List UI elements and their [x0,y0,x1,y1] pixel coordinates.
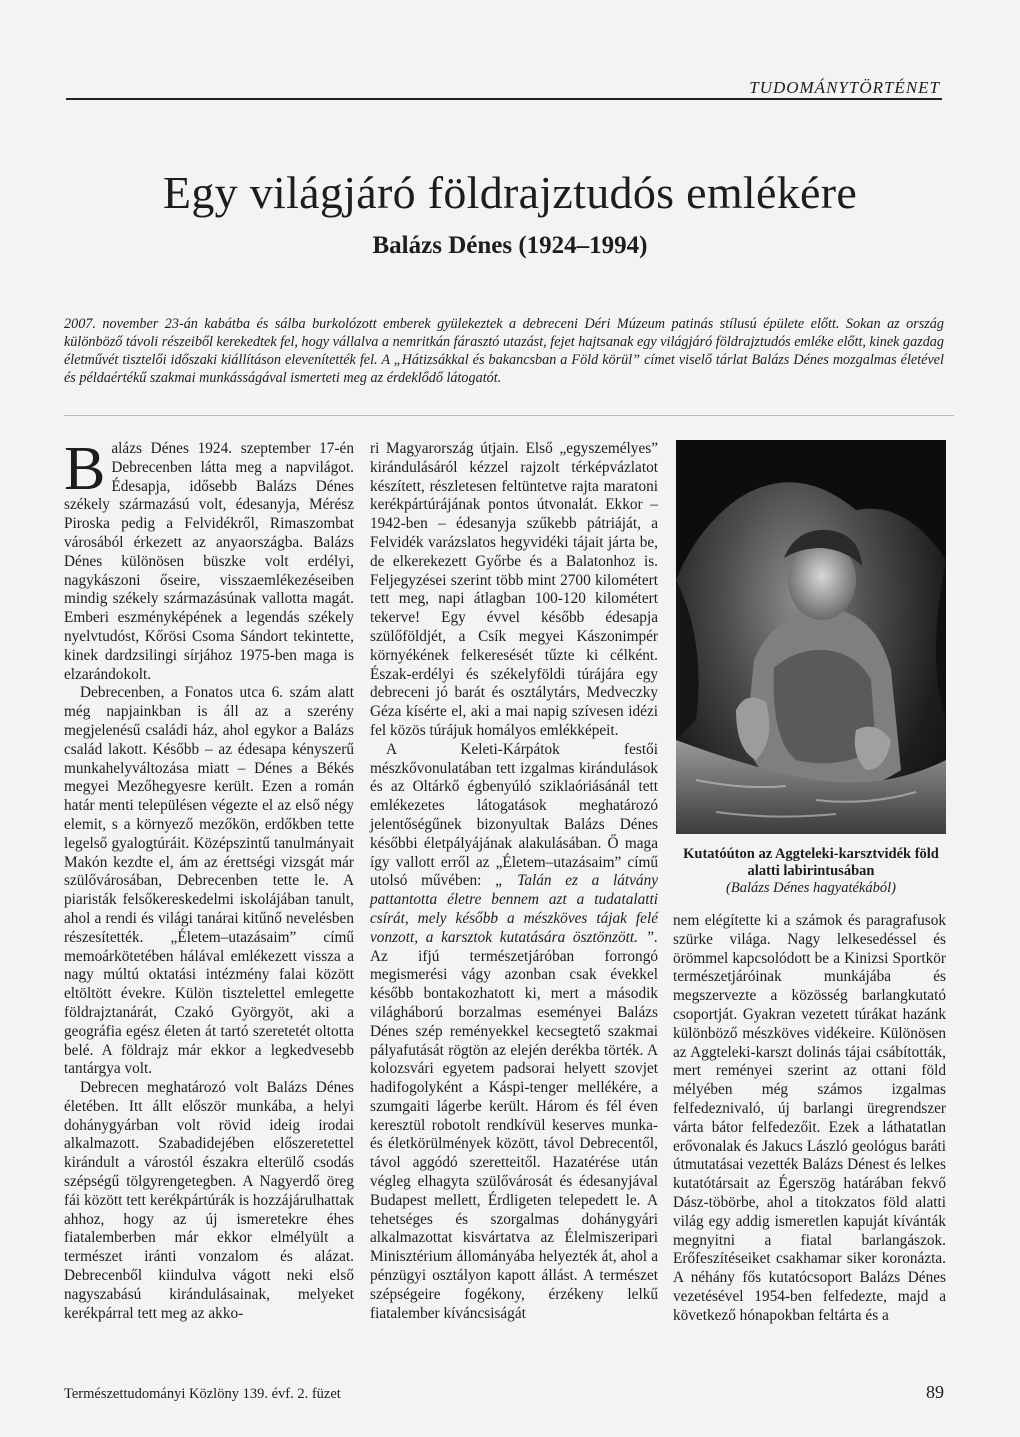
cave-explorer-photo [676,440,946,834]
photo-caption [676,846,946,897]
paragraph: Debrecenben, a Fonatos utca 6. szám alatt még napjainkban is áll az a szerény megjelenésű családi ház, ahol egykor a Balázs család lakott. Később – az édesapa kényszerű munkahelyváltozása miatt – Dénes a Békés megyei Mezőhegyesre került. Ezen a román határ menti településen végezte el az első négy elemit, s a környező mezőkön, erdőkben tette legelső gyalogtúráit. Középszintű tanulmányait Makón kezdte el, ám az érettségi vizsgát már szülővárosában, Debrecenben tette le. A piaristák felsőkereskedelmi iskolájában tanult, ahol a rendi és világi tanárai kitűnő nevelésben részesítették. „Életem–utazásaim” című memoárkötetében hálával emlékezett vissza a nagy múltú oktatási intézmény falai között eltöltött évekre. Külön tisztelettel emlegette földrajztanárát, Czakó Györgyöt, aki a geográfia egész életen át tartó szeretetét oltotta belé. A földrajz már ekkor a legkedvesebb tantárgya volt. [64,684,354,1078]
caption-credit: (Balázs Dénes hagyatékából) [726,880,896,896]
quote: „ Talán ez a látvány pattantotta életre bennem azt a tudatalatti csírát, mely később a mészköves tájak felé vonzott, a karsztok kutatására ösztönzött. ”. [370,872,659,946]
paragraph: Debrecen meghatározó volt Balázs Dénes életében. Itt állt először munkába, a helyi dohánygyárban volt rövid ideig irodai alkalmazott. Szabadidejében előszeretettel kirándult a várostól északra elterülő csodás szépségű tölgyrengetegben. A Nagyerdő öreg fái között tett kerékpártúrák is hozzájárulhattak ahhoz, hogy az új ismeretekre éhes fiatalemberben már ekkor elmélyült a természet iránti vonzalom és alázat. Debrecenből kiindulva vágott neki első nagyszabású kirándulásainak, melyeket kerékpárral tett meg az akko- [64,1079,354,1322]
caption-title: Kutatóúton az Aggteleki-karsztvidék föld alatti labirintusában [683,846,939,879]
column-right [673,912,946,1326]
drop-cap: B [64,435,106,503]
journal-footer: Természettudományi Közlöny 139. évf. 2. füzet [64,1386,341,1402]
column-middle [370,440,658,1323]
section-label: TUDOMÁNYTÖRTÉNET [749,78,940,97]
column-left [64,435,354,1323]
paragraph: ri Magyarország útjain. Első „egyszemélyes” kirándulásáról kézzel rajzolt térképvázlatot készített, részletesen feltüntetve rajta maratoni kerékpártúrájának pontos útvonalát. Ekkor – 1942-ben – édesanyja szűkebb pátriáját, a Felvidék varázslatos hegyvidéki tájait járta be, de elkerekezett Győrbe és a Balatonhoz is. Feljegyzései szerint több mint 2700 kilométert tett meg, napi átlagban 100-120 kilométert tekerve! Egy évvel később édesapja szülőföldjét, a Csík megyei Kászonimpér környékének felkeresését tűzte ki célként. Észak-erdélyi és székelyföldi túrájára egy debreceni jó barát és osztálytárs, Medveczky Géza kísérte el, aki a mai napig szívesen idézi fel közös túrájuk homályos emlékképeit. [370,440,658,739]
header-rule [66,98,942,100]
article-title: Egy világjáró földrajztudós emlékére [162,167,858,218]
paragraph: nem elégítette ki a számok és paragrafusok szürke világa. Nagy lelkesedéssel és örömmel kapcsolódott be a Kinizsi Sportkör természetjáróinak munkájába és megszervezte a közösség barlangkutató csoportját. Gyakran vezetett túrákat hazánk különböző mészköves vidékeire. Különösen az Aggteleki-karszt dolinás tájai csábították, mert reményei szerint az ottani föld mélyében még számos izgalmas felfedeznivaló, új barlangi üregrendszer várta bátor felfedezőit. Ezek a láthatatlan erővonalak és Jakucs László geológus baráti útmutatásai vezették Balázs Dénest és lelkes kutatótársait az Égerszög határában fekvő Dász-töbörbe, ahol a titokzatos föld alatti világ egy addig ismeretlen kapuját kívánták megnyitni a fiatal barlangászok. Erőfeszítéseiket csakhamar siker koronázta. A néhány fős kutatócsoport Balázs Dénes vezetésével 1954-ben felfedezte, majd a következő hónapokban feltárta és a [673,912,946,1324]
photo-illustration [676,440,946,834]
lead-rule [64,415,954,416]
page-number: 89 [926,1382,944,1402]
paragraph: A Keleti-Kárpátok festői mészkővonulatában tett izgalmas kirándulások és az Oltárkő égbenyúló sziklaóriásánál tett emlékezetes látogatások meghatározó jelentőségűnek bizonyultak Balázs Dénes későbbi életpályájának alakulásában. Ő maga így vallott erről az „Életem–utazásaim” című utolsó művében: „ Talán ez a látvány pattantotta életre bennem azt a tudatalatti csírát, mely később a mészköves tájak felé vonzott, a karsztok kutatására ösztönzött. ”. Az ifjú természetjáróban forrongó megismerési vágy azonban csak évekkel később bontakozhatott ki, mert a második világháború borzalmas eseményei Balázs Dénes szép reményekkel kecsegtető szakmai pályafutását rögtön az elején derékba törték. A kolozsvári egyetem padsorai helyett szovjet hadifogolyként a Káspi-tenger mellékére, a szumgaiti lágerbe került. Három és fél éven keresztül robotolt rendkívül keserves munka- és életkörülmények között, távol Debrecentől, távol aggódó szeretteitől. Hazatérése után végleg elhagyta szülővárosát és édesanyjával Budapest mellett, Érdligeten telepedett le. A tehetséges és szorgalmas dohánygyári alkalmazottat kisvártatva az Élelmiszeripari Minisztérium állományába helyezték át, ahol a pénzügyi osztályon kapott állást. A természet szépségeire fogékony, érzékeny lelkű fiatalember kíváncsiságát [370,740,659,1322]
article-subtitle: Balázs Dénes (1924–1994) [372,232,648,259]
article-lead: 2007. november 23-án kabátba és sálba burkolózott emberek gyülekeztek a debreceni Déri Múzeum patinás stílusú épülete előtt. Sokan az ország különböző távoli részeiből kerekedtek fel, hogy vállalva a nemritkán fárasztó utazást, fejet hajtsanak egy világjáró földrajztudós emléke előtt, kinek gazdag életművét tisztelői időszaki kiállításon elevenítették fel. A „Hátizsákkal és bakancsban a Föld körül” címet viselő tárlat Balázs Dénes mozgalmas életével és példaértékű szakmai munkásságával ismerteti meg az érdeklődő látogatót. [64,316,944,386]
paragraph: Balázs Dénes 1924. szeptember 17-én Debrecenben látta meg a napvilágot. Édesapja, idősebb Balázs Dénes székely származású volt, édesanyja, Mérész Piroska pedig a Felvidékről, Rimaszombat városából érkezett az anyaországba. Balázs Dénes különösen büszke volt erdélyi, nagykászoni őseire, visszaemlékezéseiben mindig székely származásúnak vallotta magát. Emberi eszményképének a legendás székely nyelvtudóst, Kőrösi Csoma Sándort tekintette, kinek dardzsilingi sírjához 1975-ben maga is elzarándokolt. [64,435,354,683]
